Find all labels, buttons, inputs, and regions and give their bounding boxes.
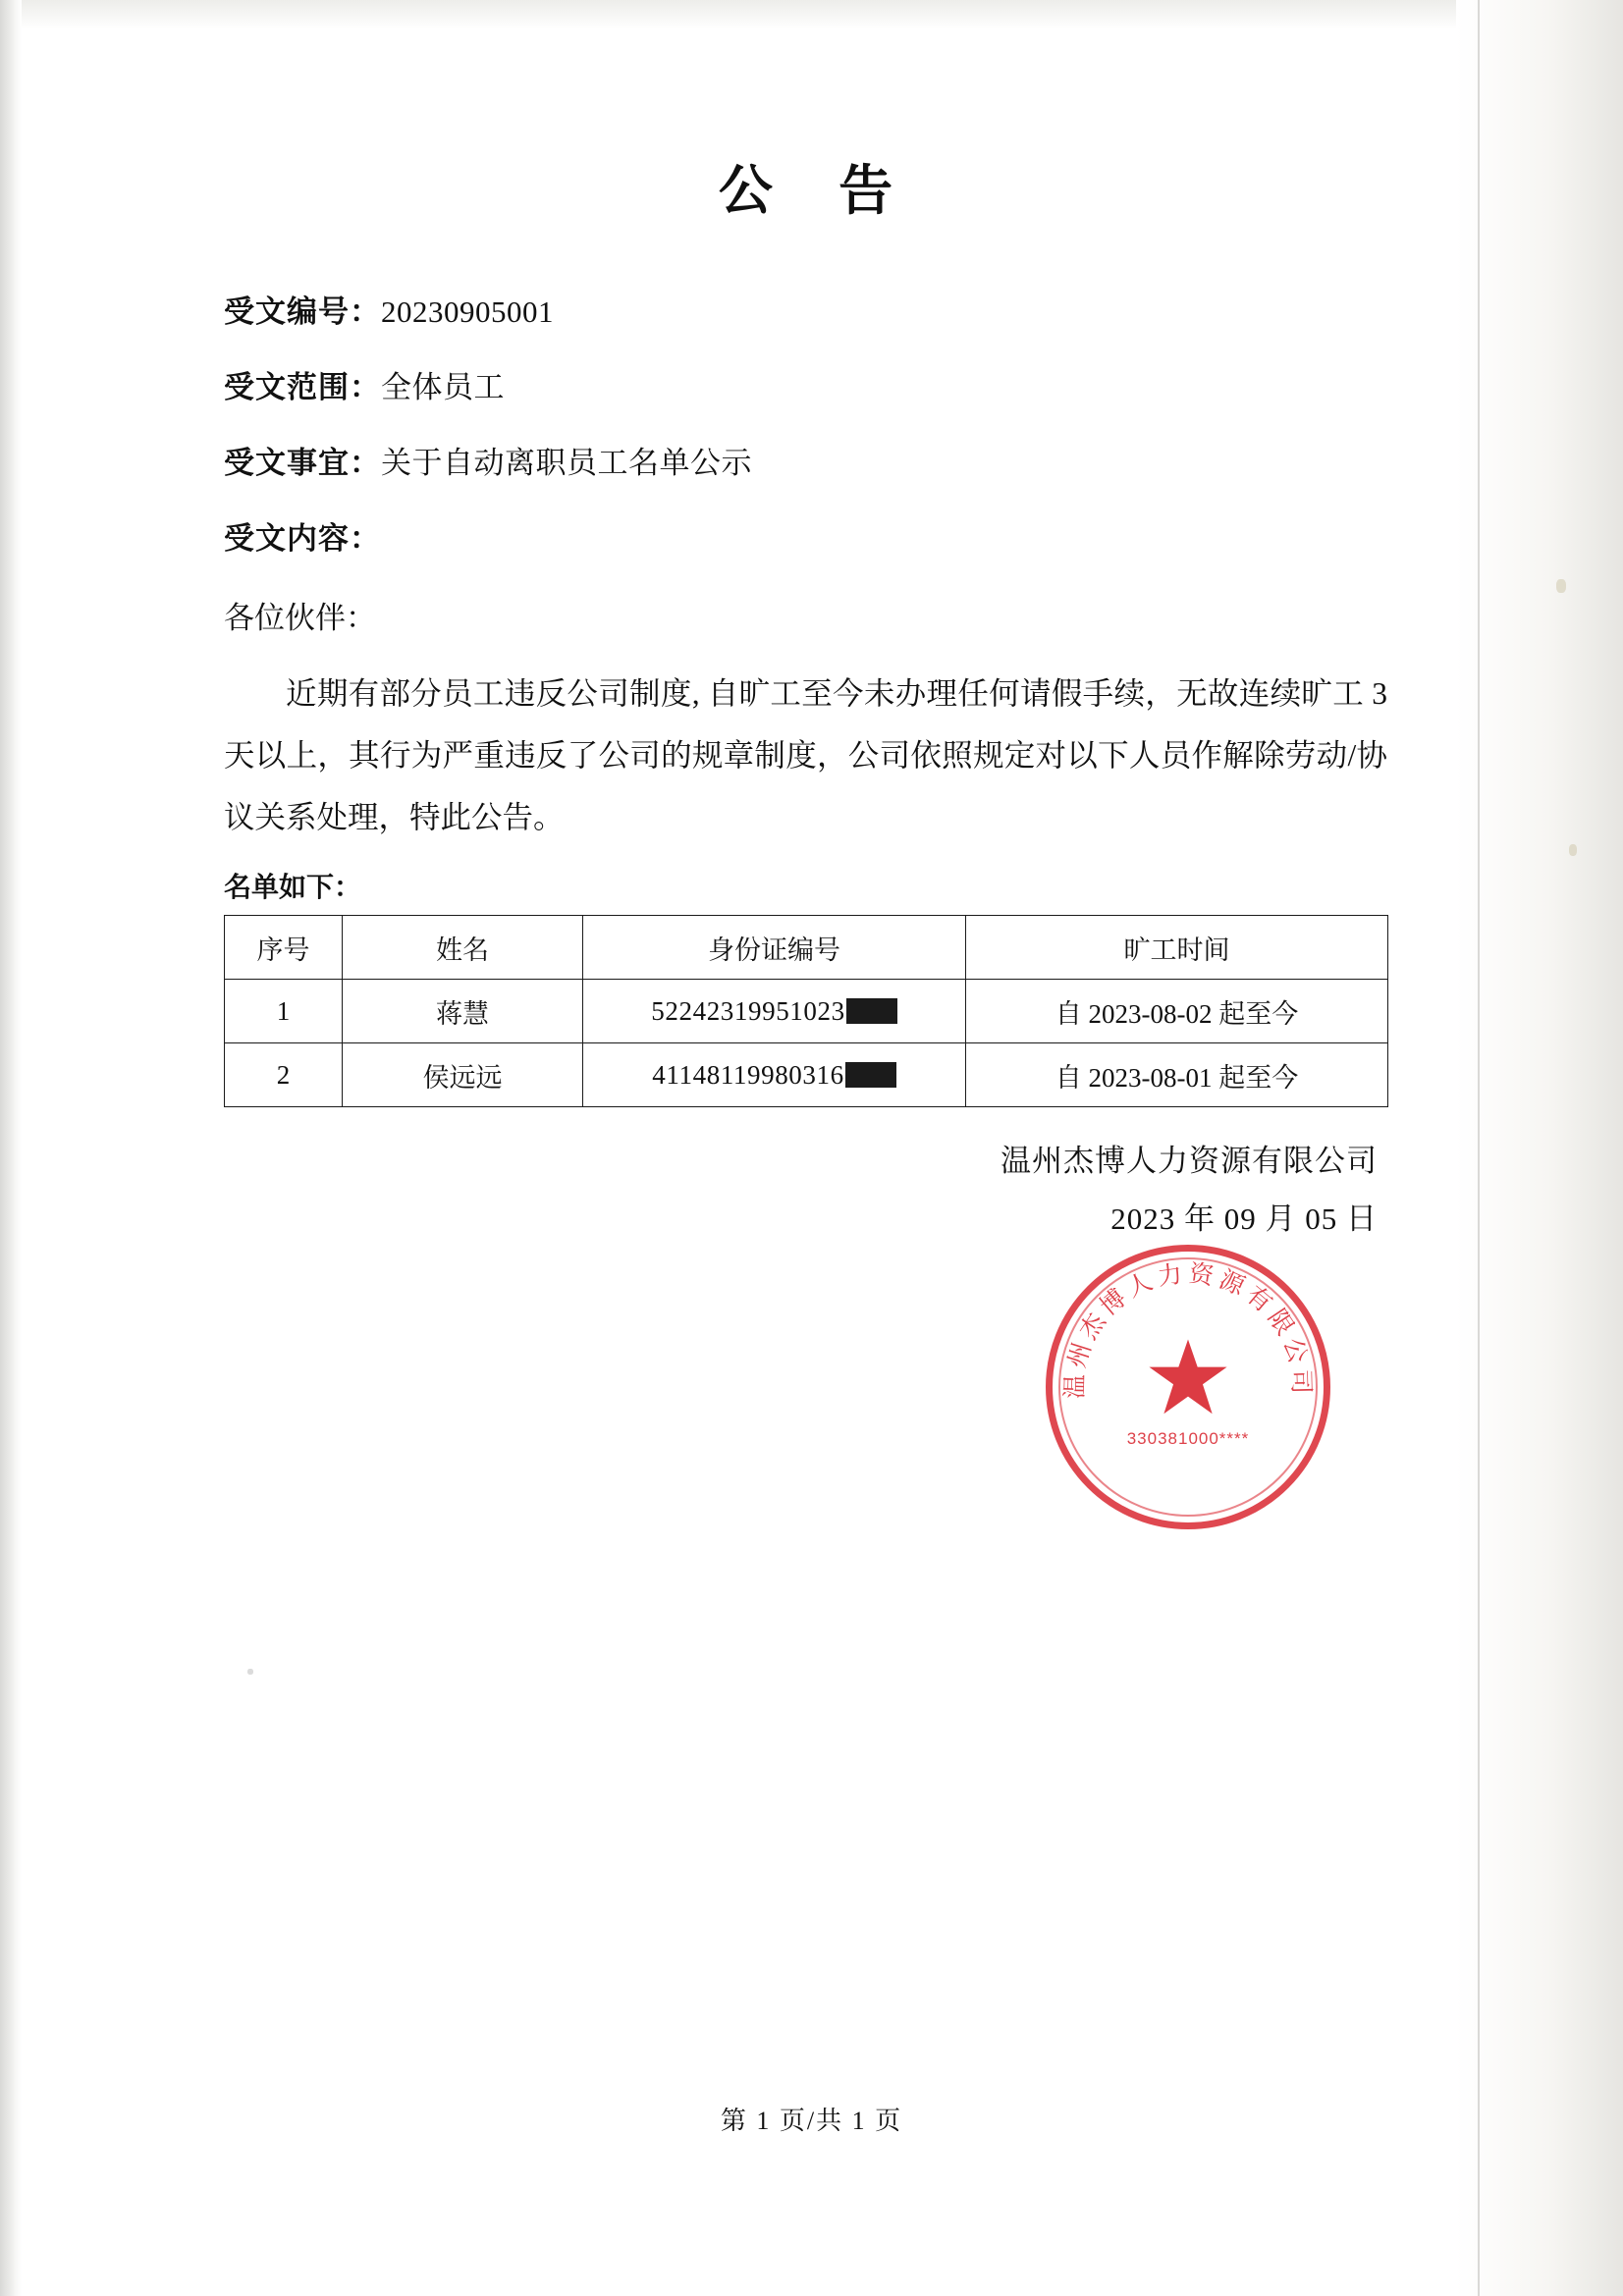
- column-header-no: 序号: [225, 916, 343, 980]
- field-scope-label: 受文范围：: [224, 369, 381, 404]
- cell-period: 自 2023-08-02 起至今: [966, 980, 1388, 1043]
- field-subject-value: 关于自动离职员工名单公示: [381, 445, 752, 480]
- scan-speck: [247, 1669, 253, 1675]
- table-row: [225, 1043, 1388, 1107]
- page-title: 公 告: [718, 158, 917, 222]
- field-subject: [224, 443, 1387, 484]
- column-header-period: 旷工时间: [966, 916, 1388, 980]
- seal-star-icon: [1145, 1336, 1231, 1422]
- scan-speck: [1569, 844, 1577, 856]
- page-footer: 第 1 页/共 1 页: [720, 2107, 903, 2135]
- column-header-name: 姓名: [343, 916, 583, 980]
- scan-speck: [1556, 579, 1566, 593]
- field-scope-value: 全体员工: [381, 369, 505, 404]
- seal-text: [1046, 1245, 1330, 1529]
- signature-company: 温州杰博人力资源有限公司: [1001, 1144, 1378, 1179]
- cell-no: 1: [225, 980, 343, 1043]
- field-content: [224, 518, 1387, 560]
- cell-id: [583, 1043, 966, 1107]
- employee-list-table: [224, 915, 1388, 1107]
- cell-name: 侯远远: [343, 1043, 583, 1107]
- signature-date: 2023 年 09 月 05 日: [1110, 1201, 1378, 1237]
- signature-block: [224, 1133, 1387, 1249]
- page-edge-right: [1456, 0, 1623, 2296]
- company-seal: [1046, 1245, 1330, 1529]
- field-doc-number-label: 受文编号：: [224, 294, 381, 329]
- field-doc-number-value: 20230905001: [381, 294, 554, 329]
- cell-period: 自 2023-08-01 起至今: [966, 1043, 1388, 1107]
- body-paragraph: 近期有部分员工违反公司制度, 自旷工至今未办理任何请假手续，无故连续旷工 3 天以上，其行为严重违反了公司的规章制度，公司依照规定对以下人员作解除劳动/协议关系处理，特此公告。: [224, 676, 1387, 835]
- table-row: [225, 980, 1388, 1043]
- field-scope: [224, 367, 1387, 408]
- field-content-label: 受文内容：: [224, 520, 381, 556]
- table-header-row: [225, 916, 1388, 980]
- cell-name: 蒋慧: [343, 980, 583, 1043]
- redaction-bar: [846, 998, 897, 1024]
- column-header-id: 身份证编号: [583, 916, 966, 980]
- field-doc-number: [224, 292, 1387, 333]
- cell-id-text: 41148119980316: [652, 1059, 844, 1090]
- cell-id: [583, 980, 966, 1043]
- list-lead: 名单如下：: [224, 873, 362, 904]
- svg-text:温州杰博人力资源有限公司: 温州杰博人力资源有限公司: [1059, 1258, 1317, 1400]
- page-edge-left: [0, 0, 22, 2296]
- page-edge-top: [0, 0, 1623, 29]
- field-subject-label: 受文事宜：: [224, 445, 381, 480]
- cell-no: 2: [225, 1043, 343, 1107]
- redaction-bar: [845, 1062, 896, 1088]
- seal-code: 330381000****: [1126, 1429, 1250, 1448]
- seal-outer-ring: [1046, 1245, 1330, 1529]
- cell-id-text: 52242319951023: [651, 995, 845, 1026]
- seal-inner-ring: [1058, 1257, 1318, 1517]
- document-body: [224, 147, 1387, 1249]
- salutation: 各位伙伴：: [224, 601, 376, 636]
